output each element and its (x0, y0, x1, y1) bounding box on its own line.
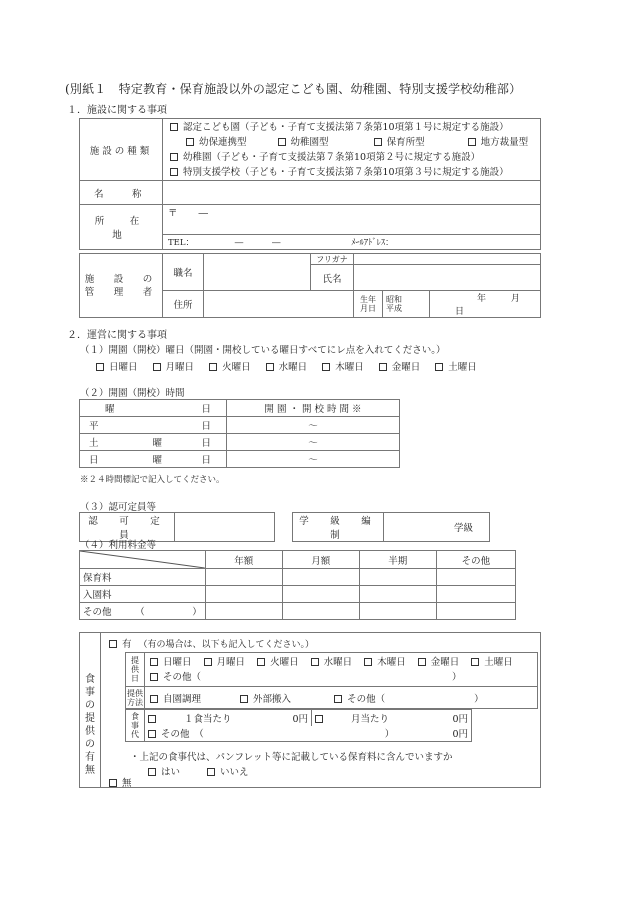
birth-label-2: 月日 (360, 304, 376, 313)
col-day-2: 日 (201, 404, 211, 415)
checkbox[interactable] (257, 658, 265, 666)
meal-day-thu[interactable] (364, 657, 406, 668)
hours-col-day (80, 400, 227, 417)
answer-yes-label: はい (161, 767, 181, 778)
day-label: 月曜日 (216, 656, 246, 668)
row-label: 土 (89, 438, 99, 449)
checkbox-answer-no[interactable] (207, 768, 215, 776)
meals-detail-table (125, 652, 538, 709)
checkbox[interactable] (150, 658, 158, 666)
hours-row-weekday (80, 417, 227, 434)
fee-field[interactable] (205, 603, 282, 620)
checkbox-thu[interactable] (322, 363, 330, 371)
address-label: 住所 (163, 291, 204, 318)
day-label: 金曜日 (430, 656, 460, 668)
meals-side-label (80, 673, 100, 777)
fee-field[interactable] (436, 586, 515, 603)
fees-table (79, 550, 516, 620)
checkbox[interactable] (204, 658, 212, 666)
checkbox-yoho[interactable] (186, 138, 194, 146)
title-label: 職名 (163, 254, 204, 291)
checkbox-meal-day-other[interactable] (150, 673, 158, 681)
name-label (80, 181, 163, 205)
meals-no-option[interactable] (109, 775, 132, 789)
day-option-sat[interactable] (435, 362, 477, 373)
hours-table (79, 399, 400, 468)
method-label-1: 提供 (127, 688, 143, 698)
location-table (79, 204, 541, 250)
facility-table (79, 118, 541, 205)
operating-days (96, 359, 489, 373)
hours-sunday-field[interactable] (227, 451, 400, 468)
option-kodomoen: 認定こども園（子ども・子育て支援法第７条第10項第１号に規定する施設） (183, 121, 509, 133)
meals-yes-option[interactable] (109, 636, 314, 650)
class-unit: 学級 (453, 523, 473, 534)
method-self: 自園調理 (163, 693, 202, 705)
checkbox-tokubetsu[interactable] (170, 168, 178, 176)
furigana-field[interactable] (354, 254, 541, 265)
per-meal-label: １食当たり (184, 713, 232, 725)
name-field[interactable] (163, 181, 541, 205)
fee-field[interactable] (282, 586, 359, 603)
tel-label: TEL： (168, 238, 195, 248)
birth-label-1: 生年 (360, 295, 376, 304)
day-unit: 日 (455, 307, 465, 317)
fees-col-year: 年額 (205, 551, 282, 569)
method-label (126, 687, 145, 709)
section1-heading: １．施設に関する事項 (67, 105, 167, 116)
meals-yes-note: （有の場合は、以下も記入してください。） (138, 640, 315, 650)
furigana-label: フリガナ (311, 254, 354, 265)
hours-heading: （２）開園（開校）時間 (80, 388, 185, 399)
cost-label (126, 710, 145, 742)
fees-col-month: 月額 (282, 551, 359, 569)
birthdate-label (354, 291, 383, 318)
checkbox-sat[interactable] (435, 363, 443, 371)
manager-label (80, 254, 163, 318)
fees-col-other: その他 (436, 551, 515, 569)
meal-day-mon[interactable] (204, 657, 246, 668)
checkbox-meals-no[interactable] (109, 779, 117, 787)
checkbox-per-meal[interactable] (148, 715, 156, 723)
provision-days-text: 提供日 (131, 656, 139, 683)
month-unit: 月 (510, 294, 520, 304)
day-label: 水曜日 (278, 362, 308, 373)
manager-label-1: 施 設 の (84, 273, 158, 285)
cost-other-label: その他 （ (161, 729, 204, 741)
birthdate-field[interactable] (430, 291, 541, 318)
checkbox-method-other[interactable] (334, 695, 342, 703)
fees-col-half: 半期 (359, 551, 436, 569)
cost-label-text: 食事代 (131, 712, 139, 739)
hours-col-time: 開 園 ・ 開 校 時 間 ※ (227, 400, 400, 417)
day-label: 金曜日 (391, 362, 421, 373)
fees-row-label: 入園料 (80, 586, 206, 603)
meal-cost-table (125, 709, 472, 742)
per-month-label: 月当たり (351, 713, 390, 725)
fee-field[interactable] (359, 586, 436, 603)
facility-type-label: 施設の種類 (80, 119, 163, 181)
class-field[interactable] (384, 513, 490, 542)
day-label: 土曜日 (484, 656, 513, 668)
address-field[interactable] (204, 291, 354, 318)
day-label: 日曜日 (109, 362, 138, 373)
row-label: 日 (201, 438, 211, 449)
checkbox-sun[interactable] (96, 363, 104, 371)
per-meal-field[interactable] (145, 710, 312, 726)
checkbox-self-cooked[interactable] (150, 695, 158, 703)
meal-day-other-label: その他（ (163, 671, 202, 683)
checkbox-meals-yes[interactable] (109, 640, 117, 648)
hours-note: ※２４時間標記で記入してください。 (80, 475, 225, 485)
day-option-thu[interactable] (322, 362, 364, 373)
row-label: 曜 (152, 438, 163, 449)
fee-field[interactable] (282, 603, 359, 620)
meals-yes-label: 有 (122, 639, 132, 650)
fee-field[interactable] (436, 569, 515, 586)
meal-day-wed[interactable] (311, 657, 353, 668)
meals-divider (100, 633, 101, 787)
checkbox-cost-other[interactable] (148, 730, 156, 738)
fee-field[interactable] (282, 569, 359, 586)
facility-type-options (163, 119, 541, 181)
meals-answer-options (148, 764, 249, 778)
checkbox-hoikusho-gata[interactable] (374, 138, 382, 146)
manager-label-2: 管 理 者 (84, 286, 158, 298)
section2-heading: ２．運営に関する事項 (67, 330, 167, 341)
checkbox-wed[interactable] (266, 363, 274, 371)
checkbox[interactable] (364, 658, 372, 666)
subtype-yochien: 幼稚園型 (290, 136, 329, 148)
capacity-label: 認 可 定 員 (80, 513, 175, 542)
class-label: 学 級 編 制 (293, 513, 384, 542)
subtype-hoikusho: 保育所型 (386, 136, 425, 148)
day-label: 日曜日 (163, 656, 192, 668)
answer-no-label: いいえ (220, 767, 249, 778)
name-label-text: 名 称 (94, 188, 142, 200)
tel-email-row[interactable] (163, 235, 541, 250)
cost-other-field[interactable] (145, 726, 472, 742)
manager-table (79, 253, 541, 318)
close-paren: ） (474, 693, 484, 705)
per-month-field[interactable] (312, 710, 472, 726)
checkbox-answer-yes[interactable] (148, 768, 156, 776)
checkbox-fri[interactable] (379, 363, 387, 371)
day-label: 火曜日 (222, 362, 251, 373)
meals-question: ・上記の食事代は、パンフレット等に記載している保育料に含んでいますか (130, 752, 453, 763)
person-name-label: 氏名 (311, 265, 354, 291)
close-paren: ） (384, 729, 395, 741)
hours-weekday-field[interactable] (227, 417, 400, 434)
row-label: 日 (89, 455, 99, 466)
day-label: 火曜日 (270, 656, 299, 668)
meals-no-label: 無 (122, 778, 132, 789)
subtype-chiho: 地方裁量型 (480, 136, 529, 148)
checkbox-tue[interactable] (209, 363, 217, 371)
fee-field[interactable] (205, 569, 282, 586)
day-option-tue[interactable] (209, 362, 251, 373)
day-label: 木曜日 (377, 656, 406, 668)
option-tokubetsu: 特別支援学校（子ども・子育て支援法第７条第10項第３号に規定する施設） (183, 166, 509, 178)
hours-saturday-field[interactable] (227, 434, 400, 451)
era-showa: 昭和 (386, 295, 402, 304)
checkbox[interactable] (471, 658, 479, 666)
col-day-1: 曜 (105, 404, 115, 415)
fee-field[interactable] (359, 569, 436, 586)
tilde: ～ (308, 421, 318, 432)
tel-dash-1: ― (234, 238, 244, 248)
person-name-field[interactable] (354, 265, 541, 291)
subtype-yoho: 幼保連携型 (199, 136, 247, 148)
fee-field[interactable] (205, 586, 282, 603)
day-option-fri[interactable] (379, 362, 421, 373)
fees-row-label: その他 （ ） (80, 603, 206, 620)
title-field[interactable] (204, 254, 311, 291)
day-option-sun[interactable] (96, 362, 138, 373)
day-label: 月曜日 (165, 362, 195, 373)
fee-field[interactable] (359, 603, 436, 620)
meal-day-fri[interactable] (418, 657, 460, 668)
method-external: 外部搬入 (253, 693, 292, 705)
meal-day-sun[interactable] (150, 657, 192, 668)
close-paren: ） (452, 671, 462, 683)
day-label: 水曜日 (323, 656, 353, 668)
meals-box (79, 632, 541, 788)
option-yochien: 幼稚園（子ども・子育て支援法第７条第10項第２号に規定する施設） (183, 151, 481, 163)
day-option-mon[interactable] (153, 362, 195, 373)
provision-days-label (126, 653, 145, 687)
per-month-value: 0円 (452, 713, 468, 725)
fees-heading: （４）利用料金等 (80, 540, 157, 551)
fees-corner-cell (80, 551, 206, 569)
hours-row-sunday (80, 451, 227, 468)
postal-mark: 〒 (168, 208, 178, 219)
provision-days-options (145, 653, 538, 687)
capacity-field[interactable] (175, 513, 275, 542)
hours-row-saturday (80, 434, 227, 451)
checkbox[interactable] (418, 658, 426, 666)
day-option-wed[interactable] (266, 362, 308, 373)
method-options (145, 687, 538, 709)
checkbox-mon[interactable] (153, 363, 161, 371)
year-unit: 年 (477, 294, 487, 304)
postal-address-field[interactable] (163, 205, 541, 235)
era-heisei: 平成 (386, 304, 402, 313)
tilde: ～ (308, 455, 318, 466)
cost-other-value: 0円 (452, 729, 468, 741)
meal-day-sat[interactable] (471, 657, 513, 668)
checkbox-external[interactable] (240, 695, 248, 703)
tilde: ～ (308, 438, 318, 449)
checkbox-yochien-gata[interactable] (278, 138, 286, 146)
method-other: その他（ (347, 693, 386, 705)
days-heading: （１）開園（開校）曜日（開園・開校している曜日すべてにレ点を入れてください。） (80, 345, 446, 356)
day-label: 木曜日 (335, 362, 364, 373)
meals-side-text: 食事の提供の有無 (85, 674, 95, 776)
day-label: 土曜日 (448, 362, 477, 373)
email-label: ﾒｰﾙｱﾄﾞﾚｽ： (351, 238, 394, 248)
location-label: 所 在 地 (80, 205, 163, 250)
meal-day-tue[interactable] (257, 657, 299, 668)
checkbox[interactable] (311, 658, 319, 666)
row-label: 日 (201, 455, 211, 466)
postal-dash: ― (198, 208, 209, 219)
checkbox-yochien[interactable] (170, 153, 178, 161)
row-label: 平 (89, 421, 99, 432)
checkbox-per-month[interactable] (315, 715, 323, 723)
method-label-2: 方法 (127, 697, 143, 707)
diagonal-line (80, 551, 205, 568)
fees-row-label: 保育料 (80, 569, 206, 586)
class-table (292, 512, 490, 542)
row-label: 曜 (152, 455, 163, 466)
era-options[interactable] (383, 291, 430, 318)
row-label: 日 (201, 421, 211, 432)
per-meal-value: 0円 (292, 713, 308, 725)
checkbox-kodomoen[interactable] (170, 123, 178, 131)
tel-dash-2: ― (271, 238, 281, 248)
capacity-heading: （３）認可定員等 (80, 502, 157, 513)
fee-field[interactable] (436, 603, 515, 620)
document-title: (別紙１ 特定教育・保育施設以外の認定こども園、幼稚園、特別支援学校幼稚部） (65, 82, 522, 96)
checkbox-chiho[interactable] (468, 138, 476, 146)
